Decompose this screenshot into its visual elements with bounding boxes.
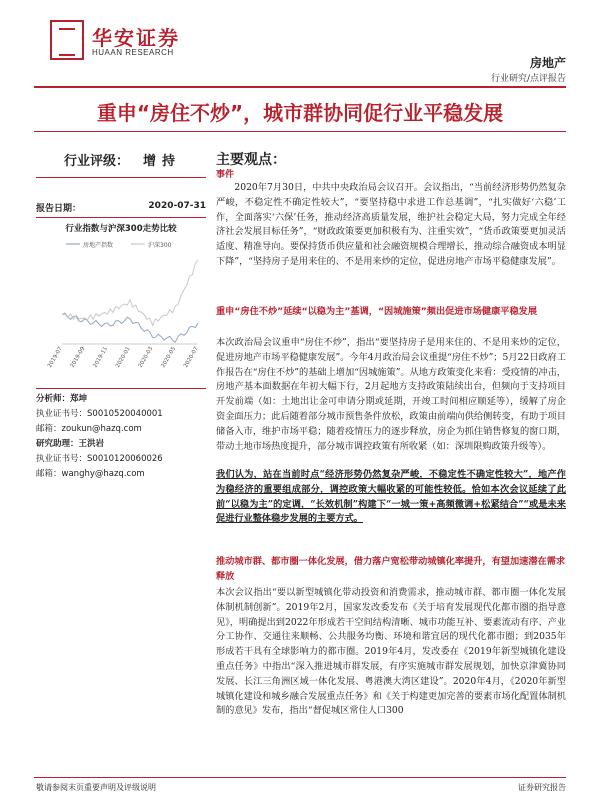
report-type: 行业研究/点评报告 [490,74,566,84]
chart-title: 行业指数与沪深300走势比较 [65,224,177,234]
report-title: 重申“房住不炒”，城市群协同促行业平稳发展 [96,101,504,125]
analyst-block [36,392,206,482]
x-tick-label: 2020-05 [160,346,178,369]
x-tick-label: 2020-01 [115,346,132,369]
legend-hs300: 沪深300 [148,242,172,249]
title-divider [34,131,566,132]
event-label: 事件 [216,170,235,180]
section2-paragraph: 本次会议指出“要以新型城镇化带动投资和消费需求，推动城市群、都市圈一体化发展体制机制创新”。2019年2月，国家发改委发布《关于培育发展现代化都市圈的指导意见》，明确提出到2022年形成若干空间结构清晰、城市功能互补、要素流动有序、产业分工协作、交通往来顺畅、公共服务均衡、环境和谐宜居的现代化都市圈；到2035年形成若干具有全球影响力的都市圈。2019年4月，发改委在《2019年新型城镇化建设重点任务》中指出“深入推进城市群发展，有序实施城市群发展规划，加快京津冀协同发展、长江三角洲区域一体化发展、粤港澳大湾区建设”。2020年4月，《2020年新型城镇化建设和城乡融合发展重点任务》和《关于构建更加完善的要素市场化配置体制机制的意见》发布，指出“督促城区常住人口300 [216,587,566,717]
footer-label: 证券研究报告 [518,783,566,792]
email-label: 邮箱： [36,469,62,479]
industry-rating [36,150,206,169]
series-line-0 [62,313,198,342]
section1-paragraph-a: 本次政治局会议重申“房住不炒”，指出“要坚持房子是用来住的、不是用来炒的定位，促进房地产市场平稳健康发展”。今年4月政治局会议重提“房住不炒”；5月22日政府工作报告在“房住不炒”的基础上增加“因城施策”。从地方政策变化来看：受疫情的冲击，房地产基本面数据在年初大幅下行，2月起地方支持政策陆续出台，但频向于支持项目开发前端（如：土地出让金可申请分期或延期，开竣工时间相应顺延等），缓解了房企资金面压力；此后随着部分城市预售条件放松，政策由前端向供给侧转变，有助于项目储备入市，维护市场平稳；随着疫情压力的逐步释放，房企为抓住销售修复的窗口期，带动土地市场热度提升，部分城市调控政策有所收紧（如：深圳限购政策升级等）。 [216,337,566,452]
cert-number: S0010520040001 [87,409,163,419]
cert-number: S0010120060026 [87,454,163,464]
logo-subtitle: HUAAN RESEARCH [92,48,174,57]
x-tick-label: 2019-09 [69,346,87,369]
report-date-label: 报告日期： [36,204,82,214]
analyst-name: 郑坤 [70,394,88,404]
key-points-title: 主要观点： [216,152,286,168]
section1-paragraph-b: 我们认为，站在当前时点“经济形势仍然复杂严峻，不稳定性不确定性较大”，地产作为稳经济的重要组成部分，调控政策大幅收紧的可能性较低。恰如本次会议延续了此前“以稳为主”的定调，“长效机制”构建下“一城一策+高频微调+松紧结合”“或是未来促进行业整体稳步发展的主要方式。 [216,469,566,525]
rating-label: 行业评级： [64,154,130,169]
x-tick-label: 2019-07 [47,346,64,369]
legend-realestate: 房地产指数 [83,242,114,249]
sector-label: 房地产 [529,56,566,70]
cert-label: 执业证书号： [36,409,88,419]
rating-value: 增持 [143,154,182,169]
x-tick-label: 2020-07 [183,346,200,369]
x-tick-label: 2019-11 [92,346,110,369]
footer-disclaimer[interactable]: 敬请参阅末页重要声明及评级说明 [36,783,156,792]
assistant-name: 王洪岩 [78,439,105,449]
x-tick-label: 2020-03 [137,346,155,369]
analyst-email[interactable]: zoukun@hazq.com [61,424,142,434]
series-line-1 [62,260,198,325]
logo-text: 华安证券 [92,26,180,50]
index-comparison-chart [36,236,206,386]
analyst-role: 分析师： [36,394,71,404]
cert-label: 执业证书号： [36,454,88,464]
header-divider [34,86,566,88]
assistant-email[interactable]: wanghy@hazq.com [61,469,145,479]
assistant-role: 研究助理： [36,439,79,449]
email-label: 邮箱： [36,424,62,434]
section2-heading: 推动城市群、都市圈一体化发展，借力落户宽松带动城镇化率提升，有望加速潜在需求释放 [216,556,566,582]
sidebar-divider [36,177,206,178]
section1-heading: 重申“房住不炒”延续“以稳为主”基调，“因城施策”频出促进市场健康平稳发展 [216,306,538,317]
report-date-value: 2020-07-31 [148,201,206,211]
event-paragraph: 2020年7月30日，中共中央政治局会议召开。会议指出，“当前经济形势仍然复杂严峻，不稳定性不确定性较大”，“要坚持稳中求进工作总基调”，“扎实做好‘六稳’工作，全面落实‘六保’任务，推动经济高质量发展，维护社会稳定大局，努力完成全年经济社会发展目标任务”，“财政政策要更加积极有为、注重实效”，“货币政策要更加灵活适度、精准导向。要保持货币供应量和社会融资规模合理增长，推动综合融资成本明显下降”，“坚持房子是用来住的、不是用来炒的定位，促进房地产市场平稳健康发展”。 [216,182,566,267]
sidebar-divider [36,217,206,218]
sidebar-divider [36,388,206,389]
report-date [36,201,206,214]
logo-mark [50,20,84,60]
footer-divider [34,777,566,778]
